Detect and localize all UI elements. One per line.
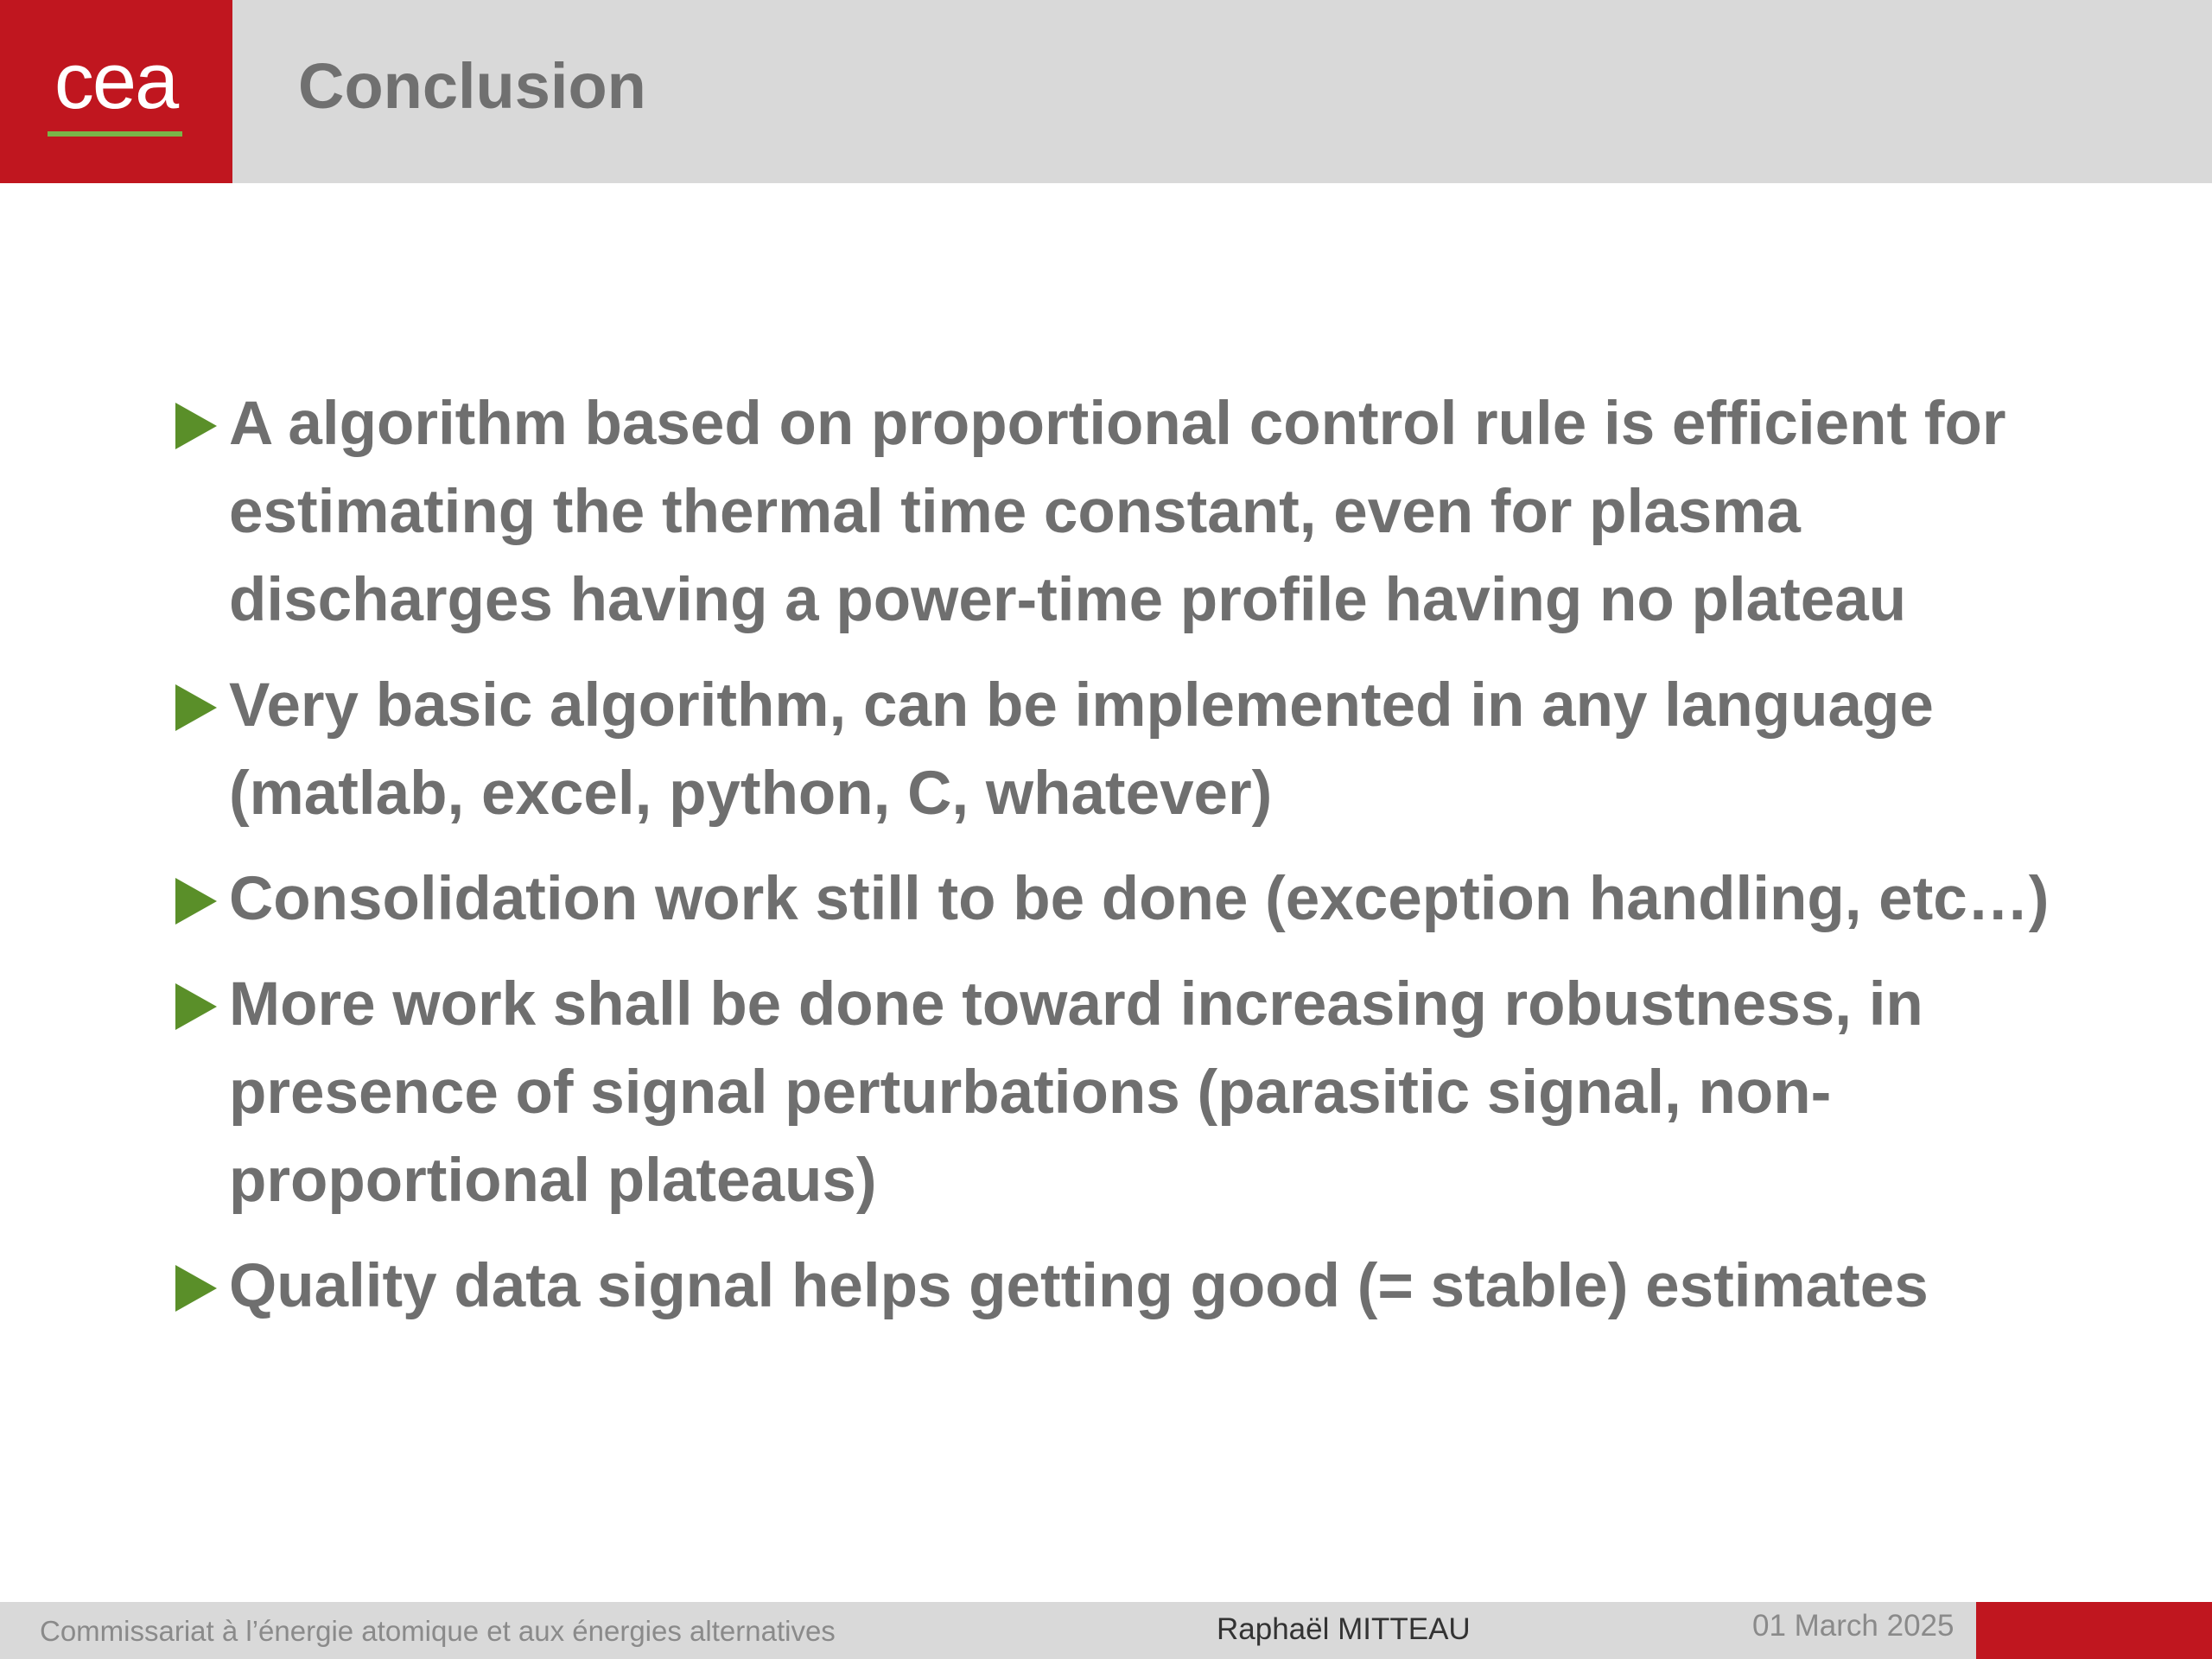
- slide-footer: [0, 1602, 2212, 1659]
- bullet-text: Quality data signal helps getting good (= stable) estimates: [229, 1252, 1929, 1320]
- slide-header: [0, 0, 2212, 183]
- footer-author: Raphaël MITTEAU: [1217, 1612, 1471, 1646]
- bullet-text: Very basic algorithm, can be implemented in any language (matlab, excel, python, C, whatever): [229, 671, 1934, 828]
- triangle-bullet-icon: [175, 1265, 217, 1312]
- bullet-text: More work shall be done toward increasing robustness, in presence of signal perturbations (parasitic signal, non-proportional plateaus): [229, 970, 1923, 1215]
- cea-logo: [0, 0, 232, 183]
- bullet-list: [168, 380, 2104, 1348]
- list-item: [168, 961, 2104, 1225]
- bullet-text: Consolidation work still to be done (exception handling, etc…): [229, 865, 2050, 933]
- footer-organization: Commissariat à l’énergie atomique et aux énergies alternatives: [40, 1615, 836, 1647]
- triangle-bullet-icon: [175, 684, 217, 731]
- list-item: [168, 662, 2104, 838]
- logo-text: cea: [54, 37, 178, 125]
- bullet-text: A algorithm based on proportional control rule is efficient for estimating the thermal time constant, even for plasma discharges having a power-time profile having no plateau: [229, 390, 2006, 634]
- list-item: [168, 1243, 2104, 1331]
- triangle-bullet-icon: [175, 403, 217, 449]
- triangle-bullet-icon: [175, 983, 217, 1030]
- triangle-bullet-icon: [175, 878, 217, 925]
- footer-date: 01 March 2025: [1752, 1609, 1955, 1643]
- list-item: [168, 855, 2104, 944]
- list-item: [168, 380, 2104, 645]
- page-title: Conclusion: [298, 50, 646, 122]
- footer-accent-bar: [1976, 1602, 2212, 1659]
